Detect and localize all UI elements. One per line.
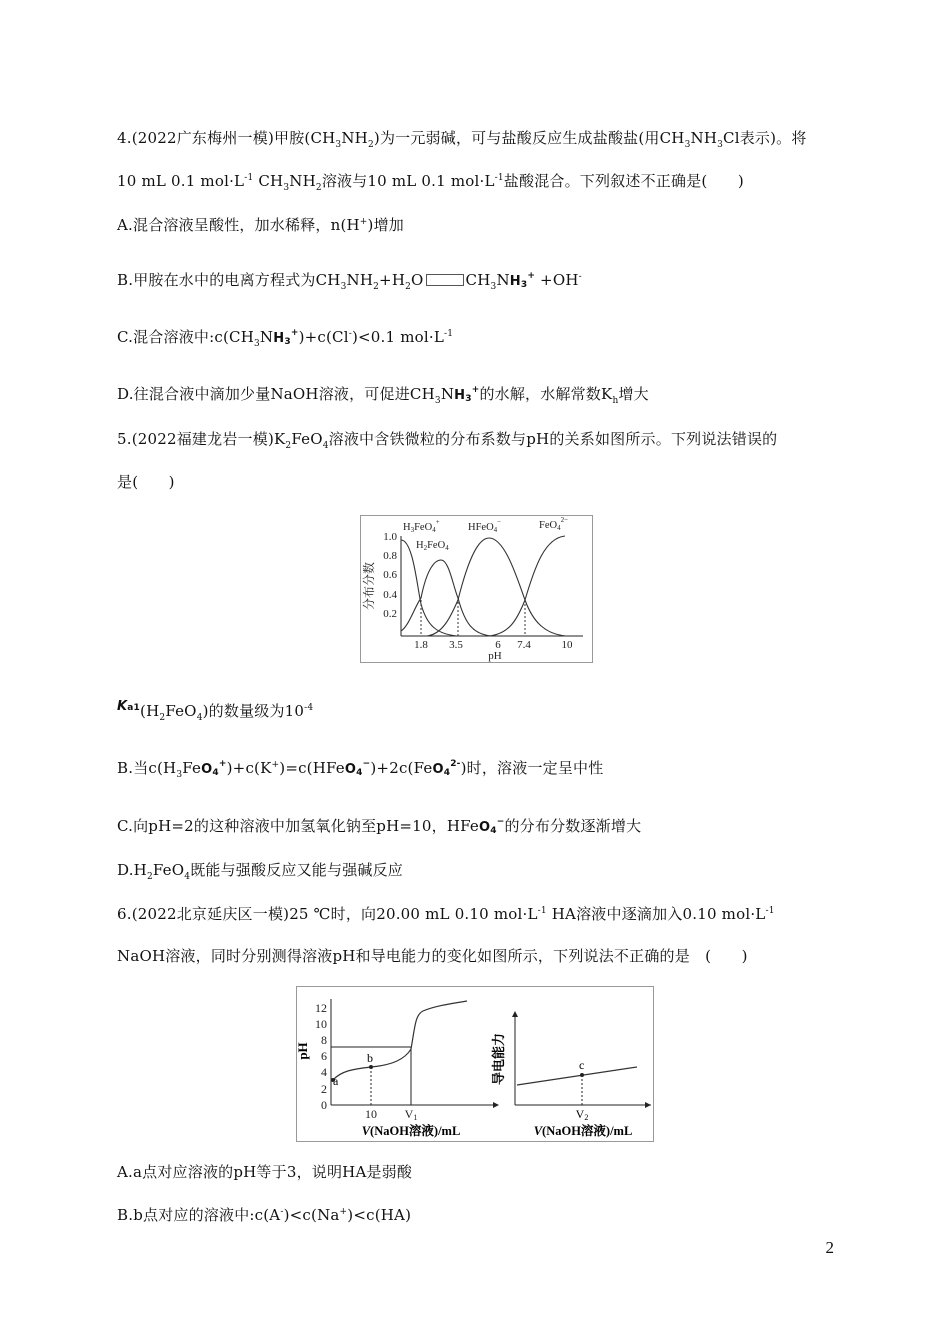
point-b-label: b [367, 1051, 373, 1065]
distribution-chart [360, 515, 593, 663]
ph-x-axis-label: V(NaOH溶液)/mL [361, 1124, 461, 1138]
ph-y-tick-labels [315, 1001, 327, 1112]
q4-option-a: A.混合溶液呈酸性，加水稀释，n(H+)增加 [117, 216, 404, 234]
q5-option-d: $D.H_2FeO_4$既能与强酸反应又能与强碱反应 [117, 861, 404, 882]
svg-text:V1: V1 [404, 1107, 418, 1122]
curve-hfeo4 [427, 538, 566, 636]
svg-text:0.2: 0.2 [383, 608, 397, 620]
y-axis-label: 分布分数 [362, 561, 376, 611]
q6-option-a: A.a点对应溶液的pH等于3，说明HA是弱酸 [117, 1163, 413, 1181]
svg-text:0.4: 0.4 [383, 589, 397, 601]
q5-stem-line1: 5.(2022福建龙岩一模)$K_2FeO_4$溶液中含铁微粒的分布系数与pH的关系如图所示。下列说法错误的 [117, 430, 778, 451]
q5-stem-line2: 是( ) [117, 473, 175, 491]
svg-text:4: 4 [321, 1065, 327, 1079]
x-axis-label: pH [488, 650, 502, 662]
curve-h2feo4 [401, 560, 491, 636]
q6-stem-line2: NaOH溶液，同时分别测得溶液pH和导电能力的变化如图所示，下列说法不正确的是 ( ) [117, 947, 748, 965]
y-tick-labels [383, 531, 397, 620]
equilibrium-arrow-icon [426, 274, 464, 286]
svg-text:10: 10 [561, 639, 573, 651]
q4-stem-line2: 10 mL 0.1 $mol\cdot L^{-1}$ $CH_3NH_2$溶液与10 mL 0.1 $mol\cdot L^{-1}$盐酸混合。下列叙述不正确是( ) [117, 172, 744, 193]
q6-option-b: B.b点对应的溶液中:c(A-)<c(Na+)<c(HA) [117, 1206, 412, 1224]
svg-text:10: 10 [365, 1107, 377, 1121]
titration-chart [296, 986, 654, 1142]
q4-option-b: B.甲胺在水中的电离方程式为$CH_3NH_2+H_2O$ $CH_3NH3^+ +OH^-$ [117, 271, 582, 292]
svg-text:0.8: 0.8 [383, 550, 397, 562]
point-c-label: c [579, 1058, 585, 1072]
conductivity-x-axis-label: V(NaOH溶液)/mL [533, 1124, 633, 1138]
svg-text:H3FeO4+: H3FeO4+ [403, 518, 440, 534]
titration-curve [333, 1001, 467, 1080]
q6-stem-line1: 6.(2022北京延庆区一模)25 ℃时，向20.00 mL 0.10 $mol\cdot L^{-1}$ HA溶液中逐滴加入0.10 $mol\cdot L^{-1}$ [117, 905, 775, 923]
svg-text:3.5: 3.5 [449, 639, 463, 651]
svg-text:8: 8 [321, 1033, 327, 1047]
svg-text:10: 10 [315, 1017, 327, 1031]
conductivity-line [517, 1067, 637, 1085]
svg-text:HFeO4−: HFeO4− [468, 518, 502, 534]
point-a-label: a [333, 1074, 339, 1088]
q4-option-c: C.混合溶液中$:c(CH_3NH3^+)+c(Cl^-)<0.1$ $mol\cdot L^{-1}$ [117, 328, 454, 349]
svg-text:FeO42−: $FeO4^{2-}$ [539, 516, 569, 532]
q4-stem-line1: 4.(2022广东梅州一模)甲胺$(CH_3NH_2)$为一元弱碱，可与盐酸反应生成盐酸盐(用$CH_3NH_3Cl$表示)。将 [117, 129, 807, 150]
svg-text:1.0: 1.0 [383, 531, 397, 543]
ph-x-tick-labels [365, 1107, 417, 1122]
svg-text:6: 6 [495, 639, 501, 651]
q4-option-d: D.往混合液中滴加少量NaOH溶液，可促进$CH_3NH3^+$的水解，水解常数$K_h$增大 [117, 385, 649, 406]
svg-text:6: 6 [321, 1049, 327, 1063]
svg-text:7.4: 7.4 [517, 639, 531, 651]
svg-text:H2FeO4: H2FeO4 [416, 540, 449, 552]
svg-text:0: 0 [321, 1098, 327, 1112]
page-number: 2 [825, 1238, 834, 1257]
svg-text:2: 2 [321, 1082, 327, 1096]
point-b [369, 1065, 373, 1069]
ph-axis-label: pH [295, 1042, 310, 1060]
svg-text:1.8: 1.8 [414, 639, 428, 651]
conductivity-x-tick: V2 [575, 1107, 589, 1122]
conductivity-axis-label: 导电能力 [491, 1032, 506, 1086]
curve-h3feo4 [401, 540, 457, 636]
q5-option-c: C.向pH=2的这种溶液中加氢氧化钠至pH=10，HFeO4−的分布分数逐渐增大 [117, 817, 642, 836]
series-labels [403, 516, 568, 552]
q5-option-b: B.当$c(H_3FeO4^+)+c(K^+)=c(HFeO4^-)+2c(FeO4^{2-})$时，溶液一定呈中性 [117, 759, 604, 780]
q5-option-a: $Ka1(H_2FeO_4)$的数量级为$10^{-4}$ [117, 699, 314, 723]
svg-text:12: 12 [315, 1001, 327, 1015]
curve-feo4 [489, 536, 565, 636]
svg-text:0.6: 0.6 [383, 569, 397, 581]
